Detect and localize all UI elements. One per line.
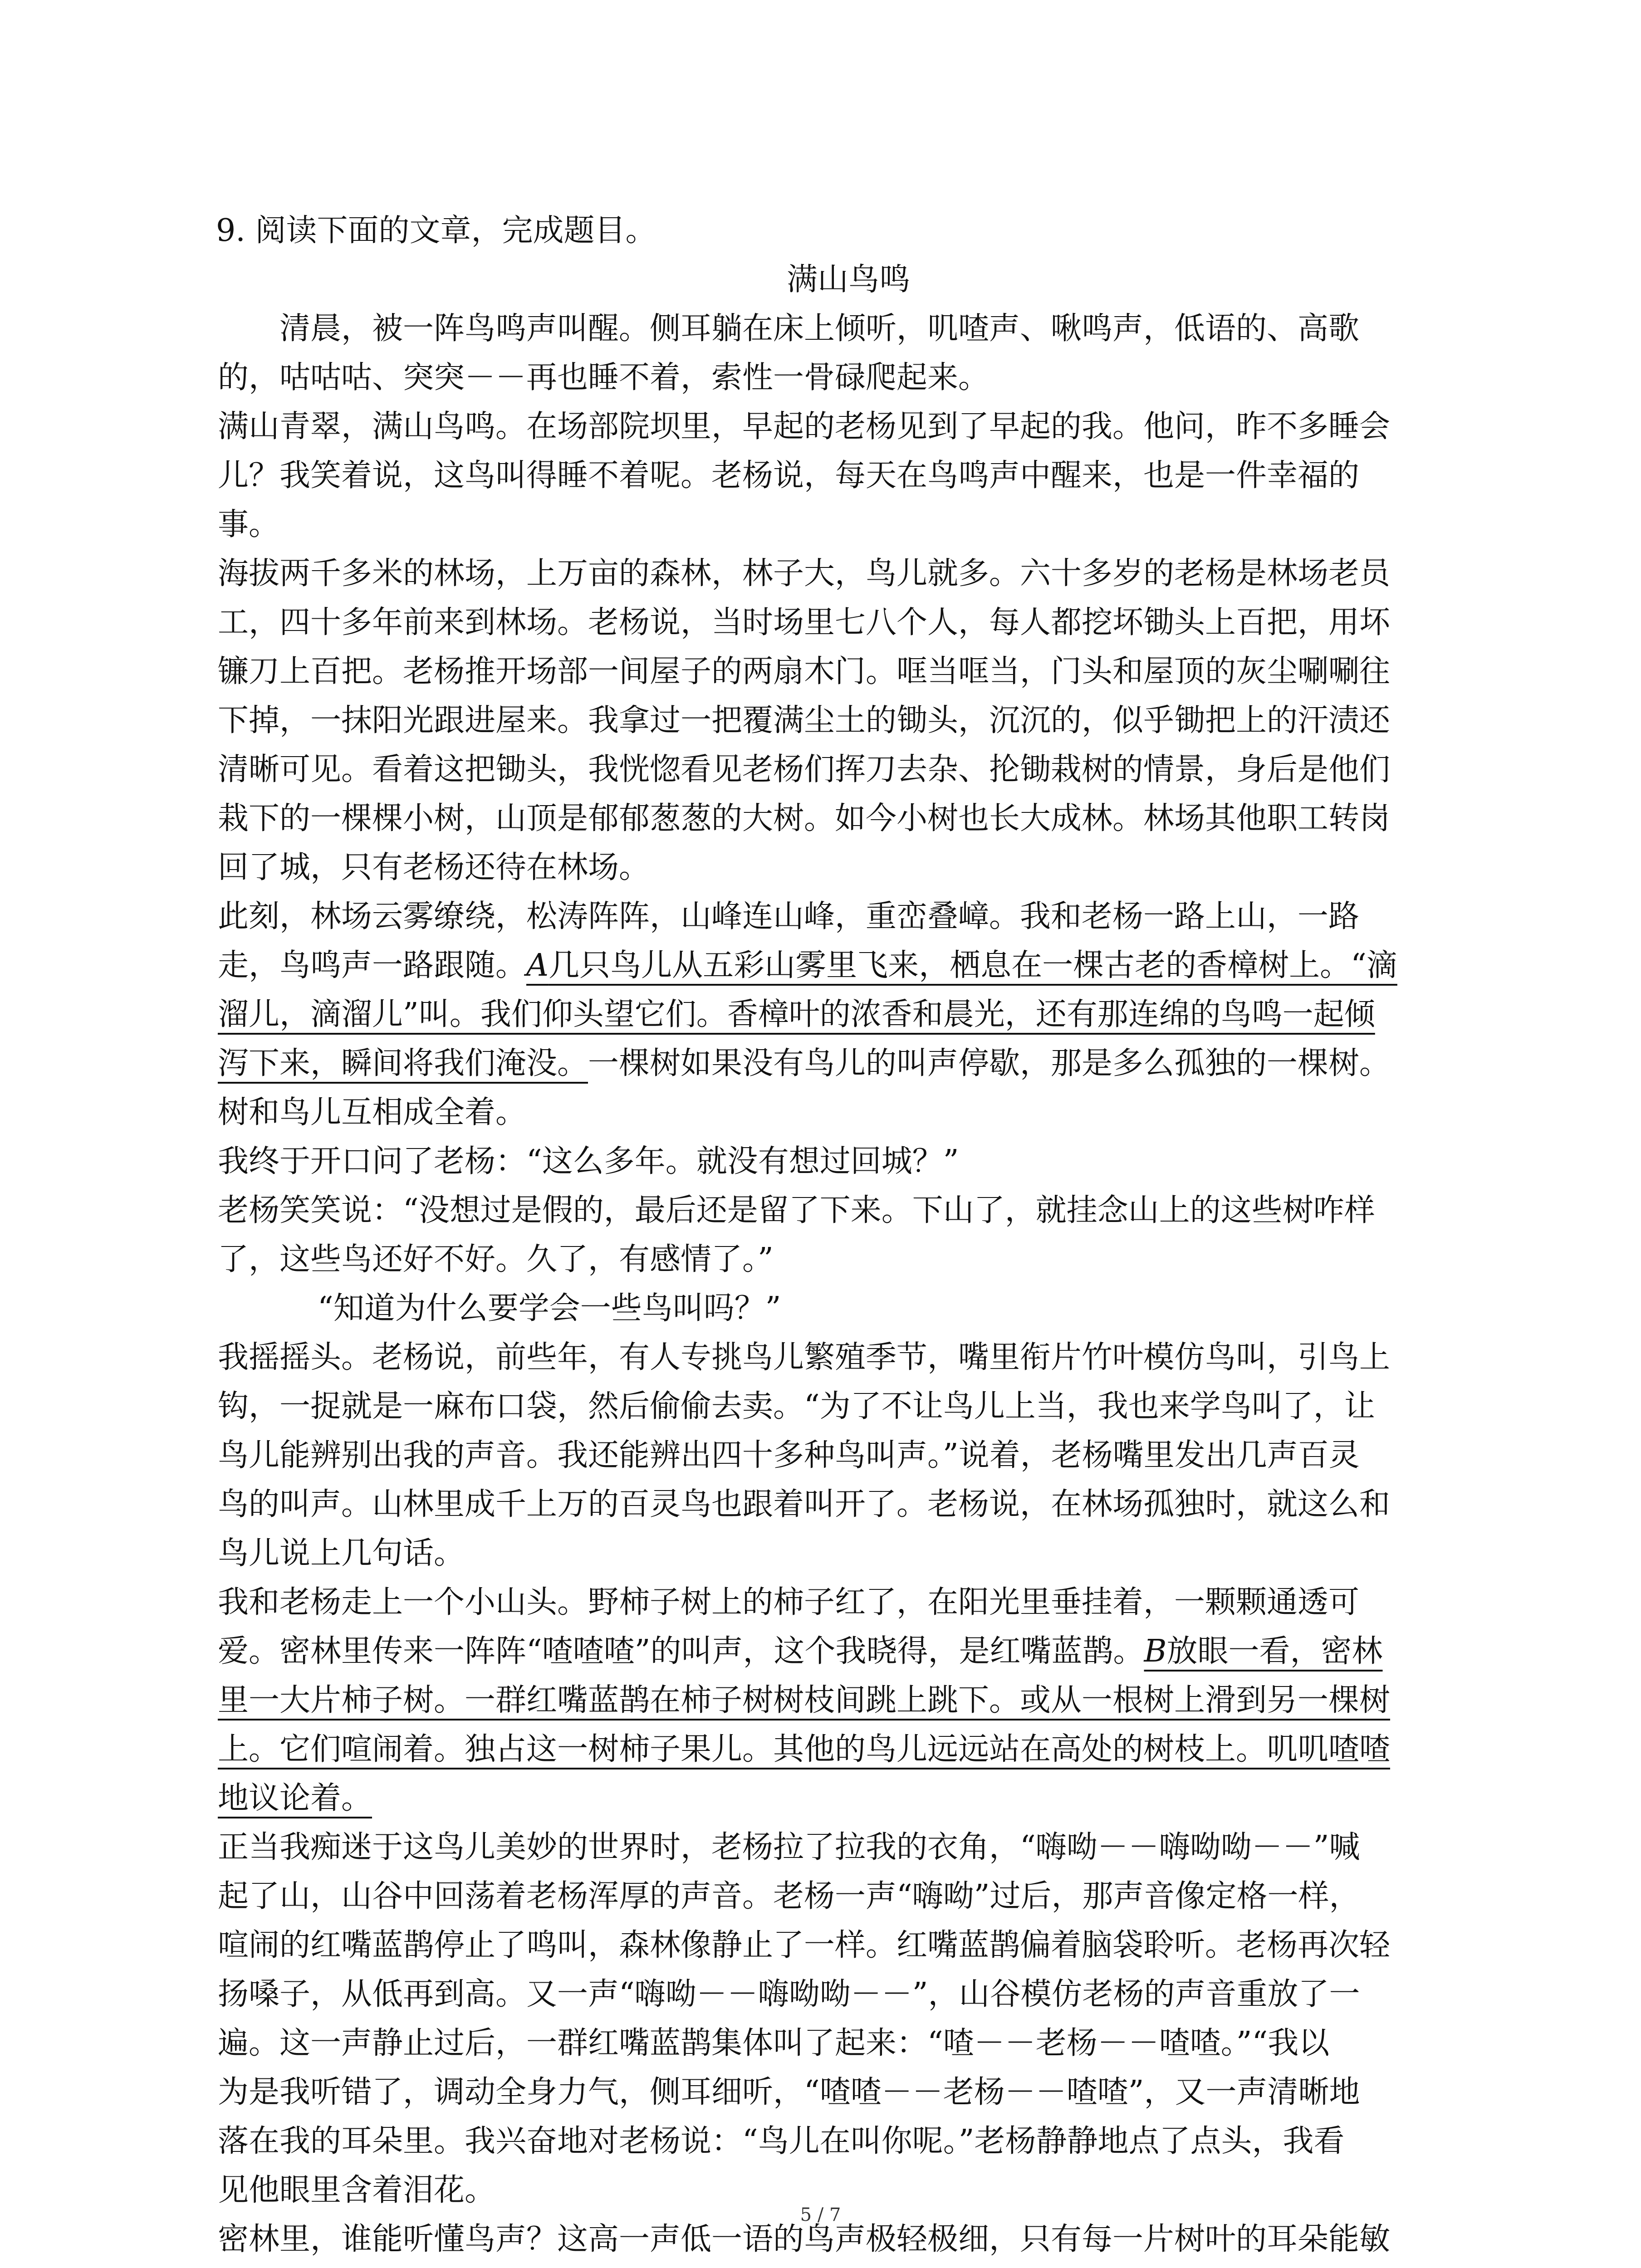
line-text: 树和鸟儿互相成全着。 xyxy=(218,1095,527,1130)
underlined-passage xyxy=(218,1780,372,1816)
line-text: 遍。这一声静止过后，一群红嘴蓝鹊集体叫了起来：“喳－－老杨－－喳喳。”“我以 xyxy=(218,2025,1330,2061)
text-line xyxy=(218,745,1434,794)
text-line xyxy=(218,1186,1434,1235)
text-line xyxy=(218,1088,1434,1137)
article-body xyxy=(218,206,1434,2268)
underlined-passage xyxy=(218,1731,1390,1767)
text-line xyxy=(218,1676,1434,1725)
underlined-passage xyxy=(1144,1633,1383,1669)
article-text xyxy=(218,304,1434,2268)
underlined-text: 几只鸟儿从五彩山雾里飞来，栖息在一棵古老的香樟树上。“滴 xyxy=(549,948,1397,983)
underlined-text: 上。它们喧闹着。独占这一树柿子果儿。其他的鸟儿远远站在高处的树枝上。叽叽喳喳 xyxy=(218,1731,1391,1767)
question-prompt: 9. 阅读下面的文章，完成题目。 xyxy=(216,213,656,249)
passage-marker: A xyxy=(526,948,549,983)
text-line xyxy=(218,353,1434,402)
text-line xyxy=(218,1284,1434,1333)
text-line xyxy=(218,1774,1434,1823)
line-text: 喧闹的红嘴蓝鹊停止了鸣叫，森林像静止了一样。红嘴蓝鹊偏着脑袋聆听。老杨再次轻 xyxy=(218,1927,1391,1963)
line-text: 一棵树如果没有鸟儿的叫声停歇，那是多么孤独的一棵树。 xyxy=(588,1046,1391,1081)
text-line xyxy=(218,843,1434,892)
line-text: 此刻，林场云雾缭绕，松涛阵阵，山峰连山峰，重峦叠嶂。我和老杨一路上山，一路 xyxy=(218,899,1360,934)
text-line xyxy=(218,647,1434,696)
line-text: 栽下的一棵棵小树，山顶是郁郁葱葱的大树。如今小树也长大成林。林场其他职工转岗 xyxy=(218,801,1391,836)
line-text: 我终于开口问了老杨：“这么多年。就没有想过回城？” xyxy=(218,1144,959,1179)
line-text: 起了山，山谷中回荡着老杨浑厚的声音。老杨一声“嗨呦”过后，那声音像定格一样， xyxy=(218,1878,1360,1914)
underlined-passage xyxy=(218,997,1375,1032)
underlined-text: 放眼一看，密林 xyxy=(1166,1633,1383,1669)
text-line xyxy=(218,304,1434,353)
text-line xyxy=(218,2019,1434,2068)
underlined-text: 泻下来，瞬间将我们淹没。 xyxy=(218,1046,588,1081)
text-line xyxy=(218,1137,1434,1186)
line-text: 的，咕咕咕、突突－－再也睡不着，索性一骨碌爬起来。 xyxy=(218,360,989,396)
underlined-text: 地议论着。 xyxy=(218,1780,372,1816)
text-line xyxy=(218,451,1434,500)
line-text: 事。 xyxy=(218,507,280,543)
text-line xyxy=(218,2068,1434,2117)
text-line xyxy=(218,402,1434,451)
text-line xyxy=(218,1529,1434,1578)
text-line xyxy=(218,2117,1434,2166)
line-text: 鸟儿能辨别出我的声音。我还能辨出四十多种鸟叫声。”说着，老杨嘴里发出几声百灵 xyxy=(218,1437,1360,1473)
text-line xyxy=(218,1970,1434,2019)
text-line xyxy=(218,1431,1434,1480)
line-text: 密林里，谁能听懂鸟声？这高一声低一语的鸟声极轻极细，只有每一片树叶的耳朵能敏 xyxy=(218,2221,1391,2257)
text-line xyxy=(218,1382,1434,1431)
underlined-text: 溜儿，滴溜儿”叫。我们仰头望它们。香樟叶的浓香和晨光，还有那连绵的鸟鸣一起倾 xyxy=(218,997,1375,1032)
underlined-passage xyxy=(526,948,1397,983)
line-text: 镰刀上百把。老杨推开场部一间屋子的两扇木门。哐当哐当，门头和屋顶的灰尘唰唰往 xyxy=(218,654,1391,689)
line-text: 走，鸟鸣声一路跟随。 xyxy=(218,948,527,983)
line-text: 我摇摇头。老杨说，前些年，有人专挑鸟儿繁殖季节，嘴里衔片竹叶模仿鸟叫，引鸟上 xyxy=(218,1339,1391,1375)
line-text: 海拔两千多米的林场，上万亩的森林，林子大，鸟儿就多。六十多岁的老杨是林场老员 xyxy=(218,556,1391,591)
text-line xyxy=(218,1333,1434,1382)
text-line xyxy=(218,1823,1434,1872)
text-line xyxy=(218,1872,1434,1921)
text-line xyxy=(218,892,1434,941)
page-number: 5 / 7 xyxy=(800,2204,841,2225)
text-line xyxy=(218,990,1434,1039)
underlined-passage xyxy=(218,1046,588,1081)
line-text: 鸟儿说上几句话。 xyxy=(218,1535,465,1571)
line-text: 了，这些鸟还好不好。久了，有感情了。” xyxy=(218,1242,774,1277)
line-text: 我和老杨走上一个小山头。野柿子树上的柿子红了，在阳光里垂挂着，一颗颗通透可 xyxy=(218,1584,1360,1620)
line-text: 正当我痴迷于这鸟儿美妙的世界时，老杨拉了拉我的衣角，“嗨呦－－嗨呦呦－－”喊 xyxy=(218,1829,1360,1865)
text-line xyxy=(218,941,1434,990)
text-line xyxy=(218,500,1434,549)
text-line xyxy=(218,696,1434,745)
line-text: 落在我的耳朵里。我兴奋地对老杨说：“鸟儿在叫你呢。”老杨静静地点了点头，我看 xyxy=(218,2123,1345,2159)
text-line xyxy=(218,549,1434,598)
underlined-text: 里一大片柿子树。一群红嘴蓝鹊在柿子树树枝间跳上跳下。或从一根树上滑到另一棵树 xyxy=(218,1682,1391,1718)
text-line xyxy=(218,1480,1434,1529)
underlined-passage xyxy=(218,1682,1390,1718)
text-line xyxy=(218,1039,1434,1088)
article-title: 满山鸟鸣 xyxy=(786,262,910,298)
line-text: 满山青翠，满山鸟鸣。在场部院坝里，早起的老杨见到了早起的我。他问，昨不多睡会 xyxy=(218,409,1391,445)
line-text: 爱。密林里传来一阵阵“喳喳喳”的叫声，这个我晓得，是红嘴蓝鹊。 xyxy=(218,1633,1144,1669)
text-line xyxy=(218,1921,1434,1970)
line-text: 鸟的叫声。山林里成千上万的百灵鸟也跟着叫开了。老杨说，在林场孤独时，就这么和 xyxy=(218,1486,1391,1522)
line-text: 工，四十多年前来到林场。老杨说，当时场里七八个人，每人都挖坏锄头上百把，用坏 xyxy=(218,605,1391,640)
text-line xyxy=(218,1235,1434,1284)
text-line xyxy=(218,1725,1434,1774)
text-line xyxy=(218,598,1434,647)
line-text: 儿？我笑着说，这鸟叫得睡不着呢。老杨说，每天在鸟鸣声中醒来，也是一件幸福的 xyxy=(218,458,1360,494)
line-text: 见他眼里含着泪花。 xyxy=(218,2172,496,2208)
text-line xyxy=(218,794,1434,843)
line-text: “知道为什么要学会一些鸟叫吗？” xyxy=(318,1290,781,1326)
line-text: 清晨，被一阵鸟鸣声叫醒。侧耳躺在床上倾听，叽喳声、啾鸣声，低语的、高歌 xyxy=(279,311,1360,347)
line-text: 下掉，一抹阳光跟进屋来。我拿过一把覆满尘土的锄头，沉沉的，似乎锄把上的汗渍还 xyxy=(218,703,1391,738)
passage-marker: B xyxy=(1144,1633,1167,1669)
line-text: 为是我听错了，调动全身力气，侧耳细听，“喳喳－－老杨－－喳喳”，又一声清晰地 xyxy=(218,2074,1360,2110)
line-text: 回了城，只有老杨还待在林场。 xyxy=(218,850,650,885)
line-text: 清晰可见。看着这把锄头，我恍惚看见老杨们挥刀去杂、抡锄栽树的情景，身后是他们 xyxy=(218,752,1391,787)
text-line xyxy=(218,1578,1434,1627)
line-text: 老杨笑笑说：“没想过是假的，最后还是留了下来。下山了，就挂念山上的这些树咋样 xyxy=(218,1193,1375,1228)
text-line xyxy=(218,1627,1434,1676)
text-line xyxy=(218,2264,1434,2268)
line-text: 钩，一捉就是一麻布口袋，然后偷偷去卖。“为了不让鸟儿上当，我也来学鸟叫了，让 xyxy=(218,1388,1375,1424)
line-text: 扬嗓子，从低再到高。又一声“嗨呦－－嗨呦呦－－”，山谷模仿老杨的声音重放了一 xyxy=(218,1976,1360,2012)
